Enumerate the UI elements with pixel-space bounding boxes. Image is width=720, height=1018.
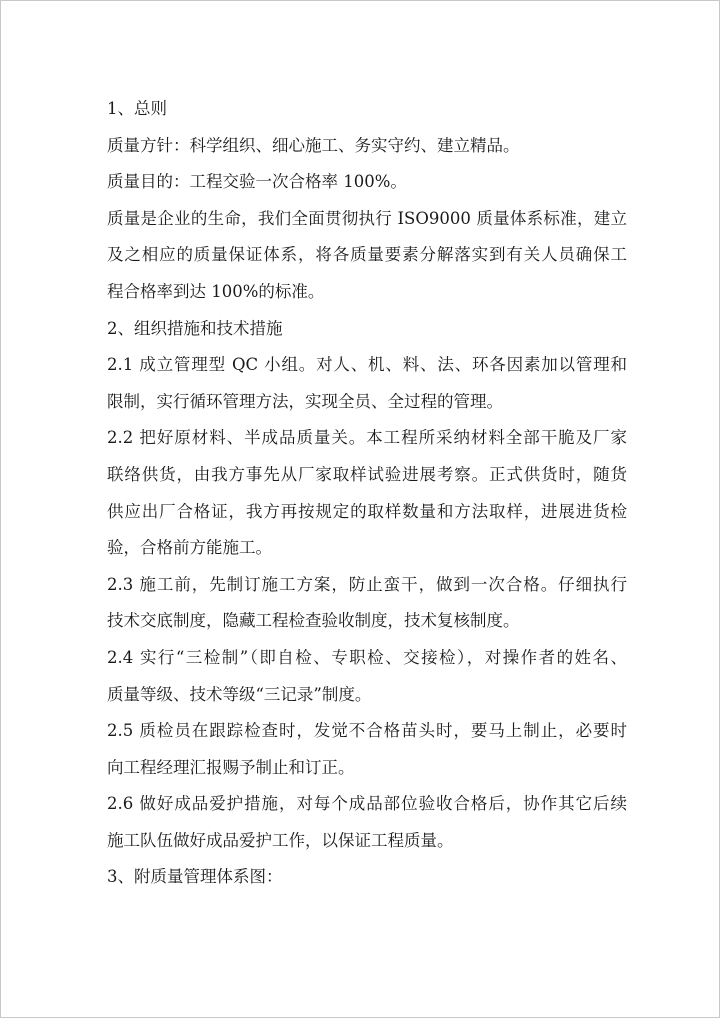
paragraph-line: 程合格率到达 100%的标准。 [107,281,325,301]
paragraph-line: 2.3 施工前，先制订施工方案，防止蛮干，做到一次合格。仔细执行 [107,574,627,594]
paragraph-line: 验，合格前方能施工。 [107,538,272,558]
paragraph-line: 质量目的：工程交验一次合格率 100%。 [107,172,407,192]
paragraph-line: 2.1 成立管理型 QC 小组。对人、机、料、法、环各因素加以管理和 [107,355,627,375]
section-heading: 1、总则 [107,99,167,118]
paragraph-line: 联络供货，由我方事先从厂家取样试验进展考察。正式供货时，随货 [107,464,627,484]
paragraph-line: 供应出厂合格证，我方再按规定的取样数量和方法取样，进展进货检 [107,501,627,521]
document-body [107,91,627,896]
paragraph-line: 2.2 把好原材料、半成品质量关。本工程所采纳材料全部干脆及厂家 [107,428,627,448]
paragraph-line: 限制，实行循环管理方法，实现全员、全过程的管理。 [107,391,503,411]
paragraph-line: 技术交底制度，隐藏工程检查验收制度，技术复核制度。 [107,611,520,631]
paragraph-line: 2.6 做好成品爱护措施，对每个成品部位验收合格后，协作其它后续 [107,794,627,814]
paragraph-line: 2.4 实行“三检制”（即自检、专职检、交接检），对操作者的姓名、 [107,647,627,667]
section-heading: 2、组织措施和技术措施 [107,318,283,338]
paragraph-line: 施工队伍做好成品爱护工作，以保证工程质量。 [107,830,454,850]
paragraph-line: 质量是企业的生命，我们全面贯彻执行 ISO9000 质量体系标准，建立 [107,208,627,228]
paragraph-line: 及之相应的质量保证体系，将各质量要素分解落实到有关人员确保工 [107,245,627,265]
paragraph-line: 质量方针：科学组织、细心施工、务实守约、建立精品。 [107,135,520,155]
paragraph-line: 质量等级、技术等级“三记录”制度。 [107,684,372,704]
paragraph-line: 2.5 质检员在跟踪检查时，发觉不合格苗头时，要马上制止，必要时 [107,721,627,741]
section-heading: 3、附质量管理体系图： [107,867,283,887]
paragraph-line: 向工程经理汇报赐予制止和订正。 [107,757,355,777]
